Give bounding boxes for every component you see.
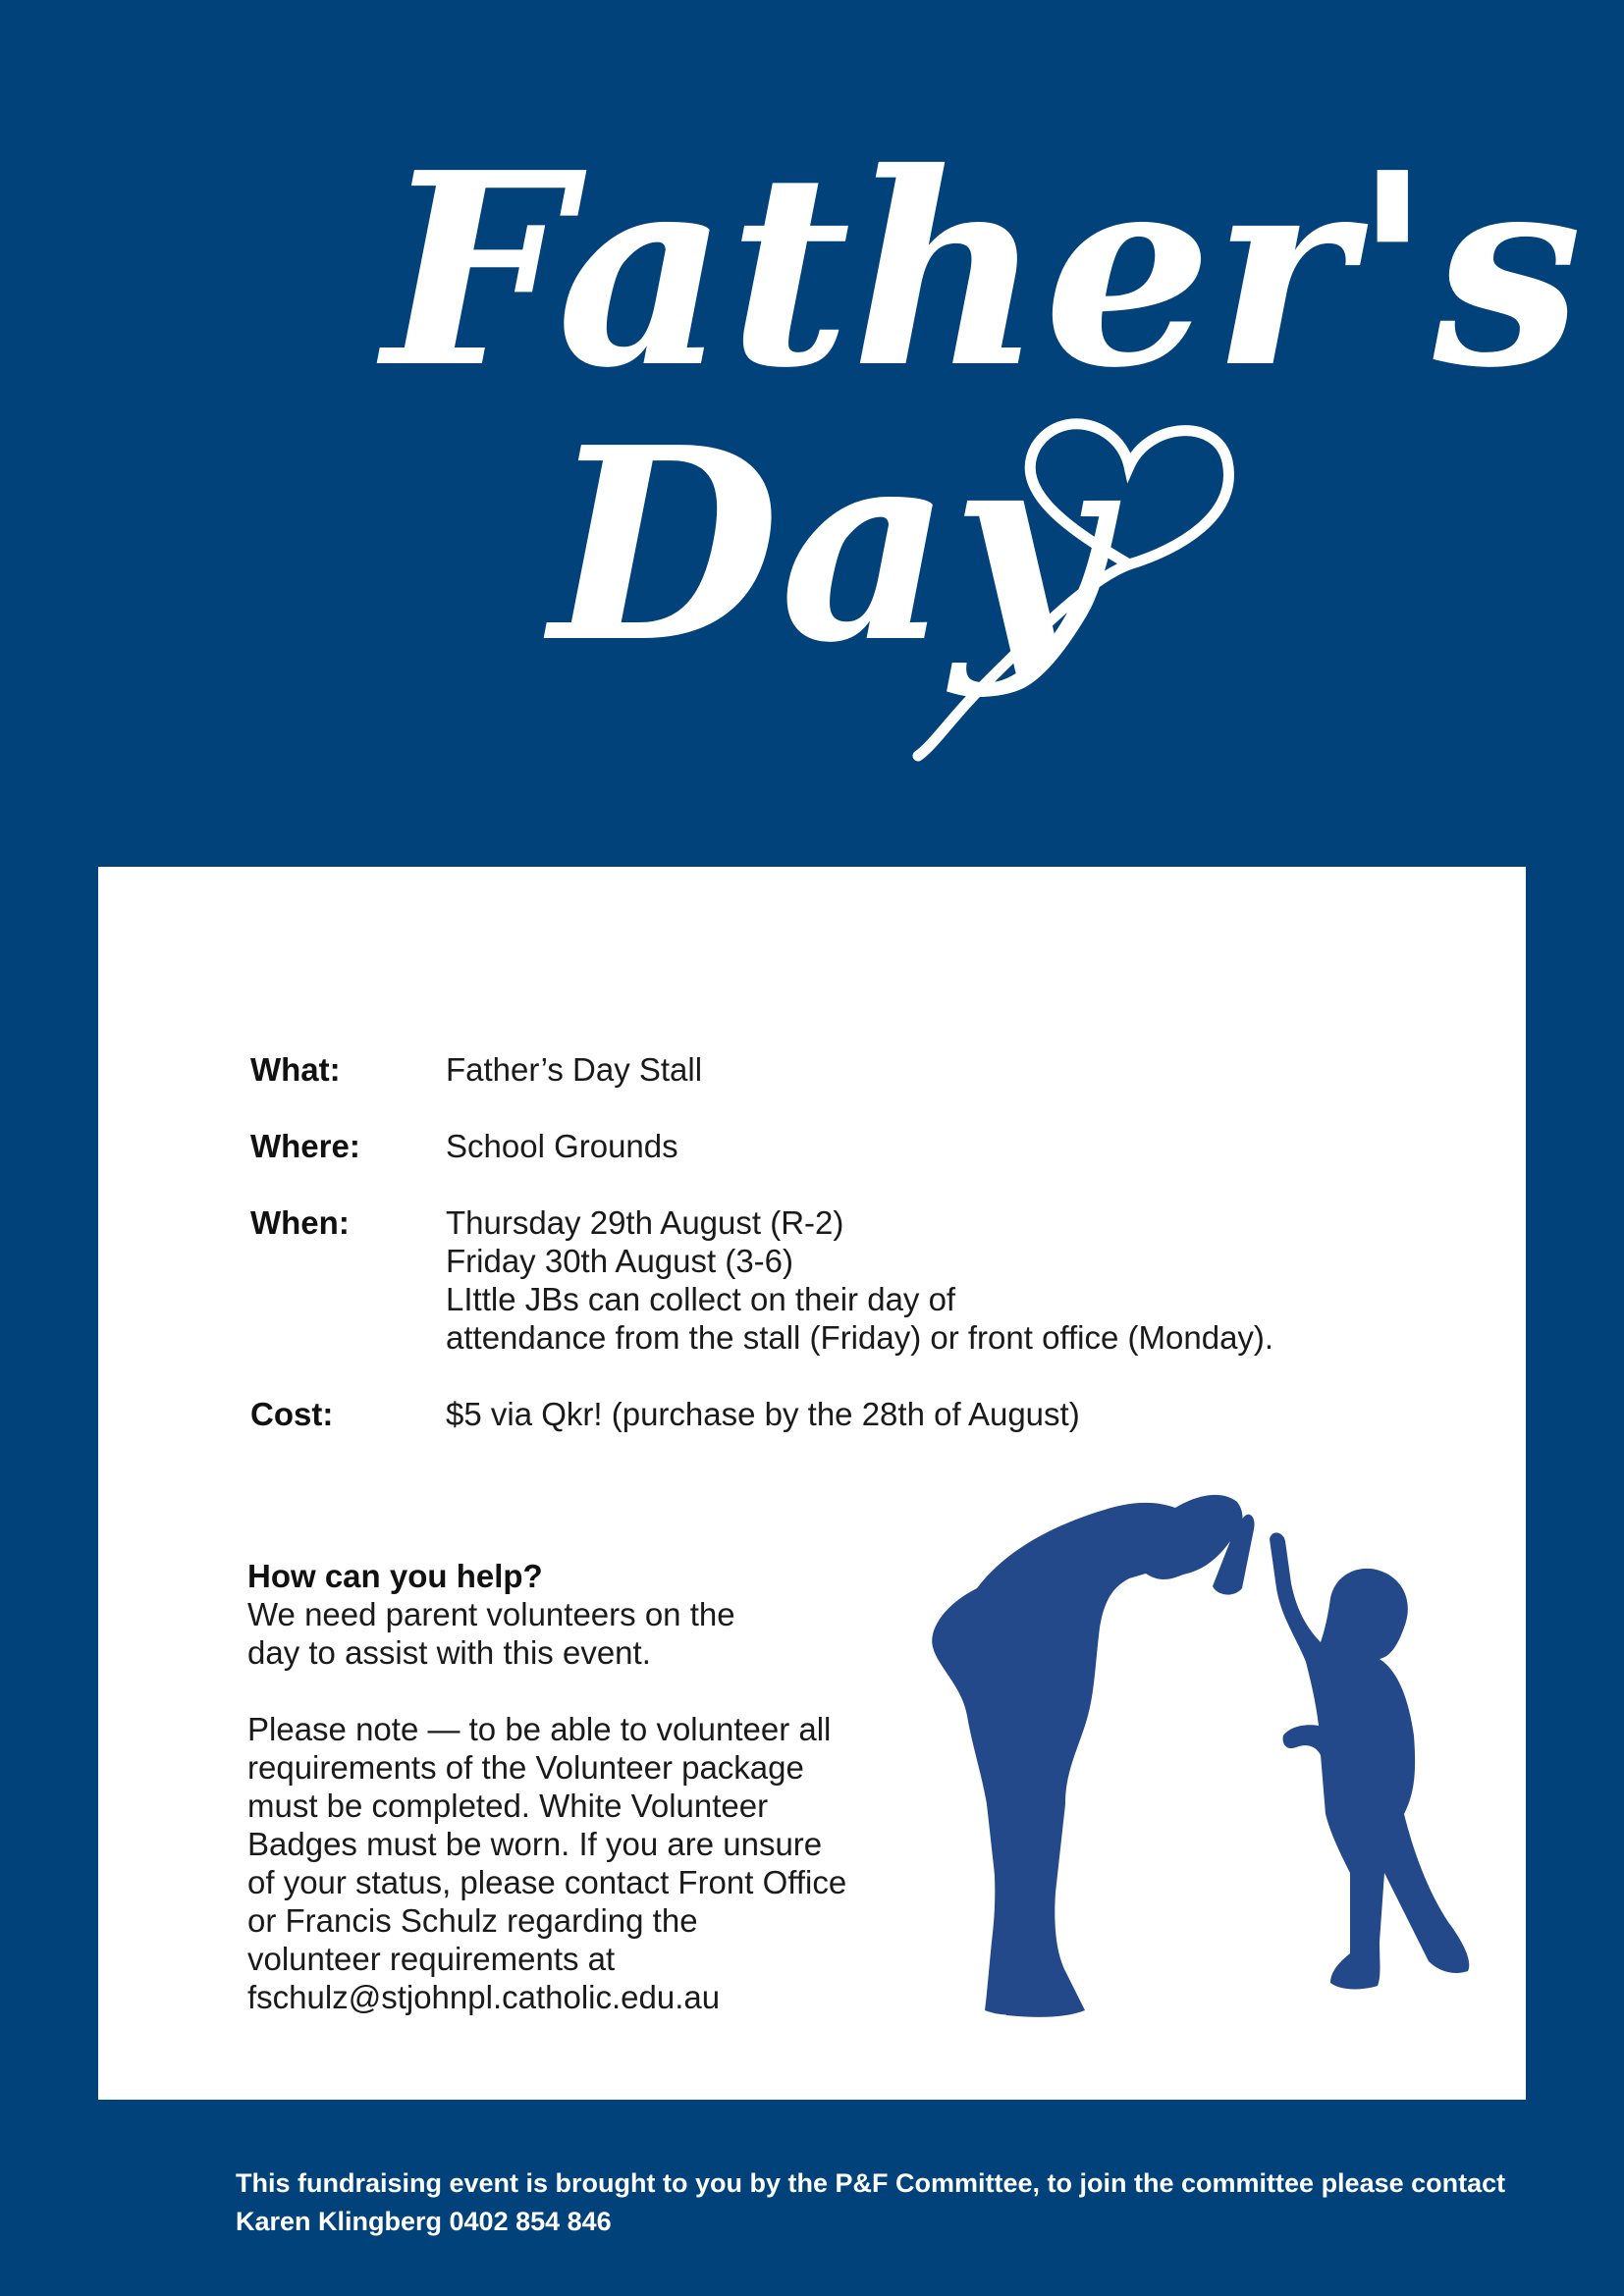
title-line-2: Day xyxy=(550,389,1106,701)
help-intro-line: day to assist with this event. xyxy=(247,1634,651,1671)
event-details xyxy=(250,1050,1329,1471)
note-line: volunteer requirements at xyxy=(247,1941,616,1977)
detail-line: Father’s Day Stall xyxy=(446,1051,703,1088)
footer-line-1: This fundraising event is brought to you by the P&F Committee, to join the committee please contact xyxy=(236,2168,1506,2198)
footer xyxy=(236,2164,1505,2241)
title-script xyxy=(0,0,1624,844)
note-line: or Francis Schulz regarding the xyxy=(247,1902,698,1939)
detail-line: Thursday 29th August (R-2) xyxy=(446,1204,844,1241)
note-line: of your status, please contact Front Office xyxy=(247,1864,847,1900)
detail-label: What: xyxy=(250,1051,341,1088)
help-intro-line: We need parent volunteers on the xyxy=(247,1596,735,1632)
detail-line: School Grounds xyxy=(446,1128,678,1164)
detail-value xyxy=(446,1395,1329,1433)
title-banner xyxy=(0,0,1624,844)
detail-label: When: xyxy=(250,1204,350,1241)
note-line: requirements of the Volunteer package xyxy=(247,1749,804,1786)
title-line-1: Father's xyxy=(383,114,1583,426)
detail-value xyxy=(446,1127,1329,1165)
detail-line: attendance from the stall (Friday) or front office (Monday). xyxy=(446,1319,1274,1356)
volunteer-note xyxy=(247,1710,876,2016)
note-line: Badges must be worn. If you are unsure xyxy=(247,1826,823,1862)
note-line: Please note — to be able to volunteer all xyxy=(247,1711,832,1747)
detail-row-where xyxy=(250,1127,1329,1165)
father-son-silhouette-icon xyxy=(918,1480,1507,2040)
detail-value xyxy=(446,1050,1329,1089)
volunteer-help-section xyxy=(247,1557,876,2016)
help-heading: How can you help? xyxy=(247,1558,543,1594)
detail-line: LIttle JBs can collect on their day of xyxy=(446,1281,956,1317)
detail-value xyxy=(446,1203,1329,1357)
detail-row-what xyxy=(250,1050,1329,1089)
contact-email: fschulz@stjohnpl.catholic.edu.au xyxy=(247,1979,721,2015)
detail-label: Where: xyxy=(250,1128,360,1164)
footer-line-2: Karen Klingberg 0402 854 846 xyxy=(236,2207,612,2236)
event-info-panel xyxy=(98,867,1526,2100)
note-line: must be completed. White Volunteer xyxy=(247,1788,769,1824)
detail-row-when xyxy=(250,1203,1329,1357)
detail-line: $5 via Qkr! (purchase by the 28th of August) xyxy=(446,1396,1080,1432)
detail-row-cost xyxy=(250,1395,1329,1433)
detail-label: Cost: xyxy=(250,1396,334,1432)
detail-line: Friday 30th August (3-6) xyxy=(446,1243,794,1279)
